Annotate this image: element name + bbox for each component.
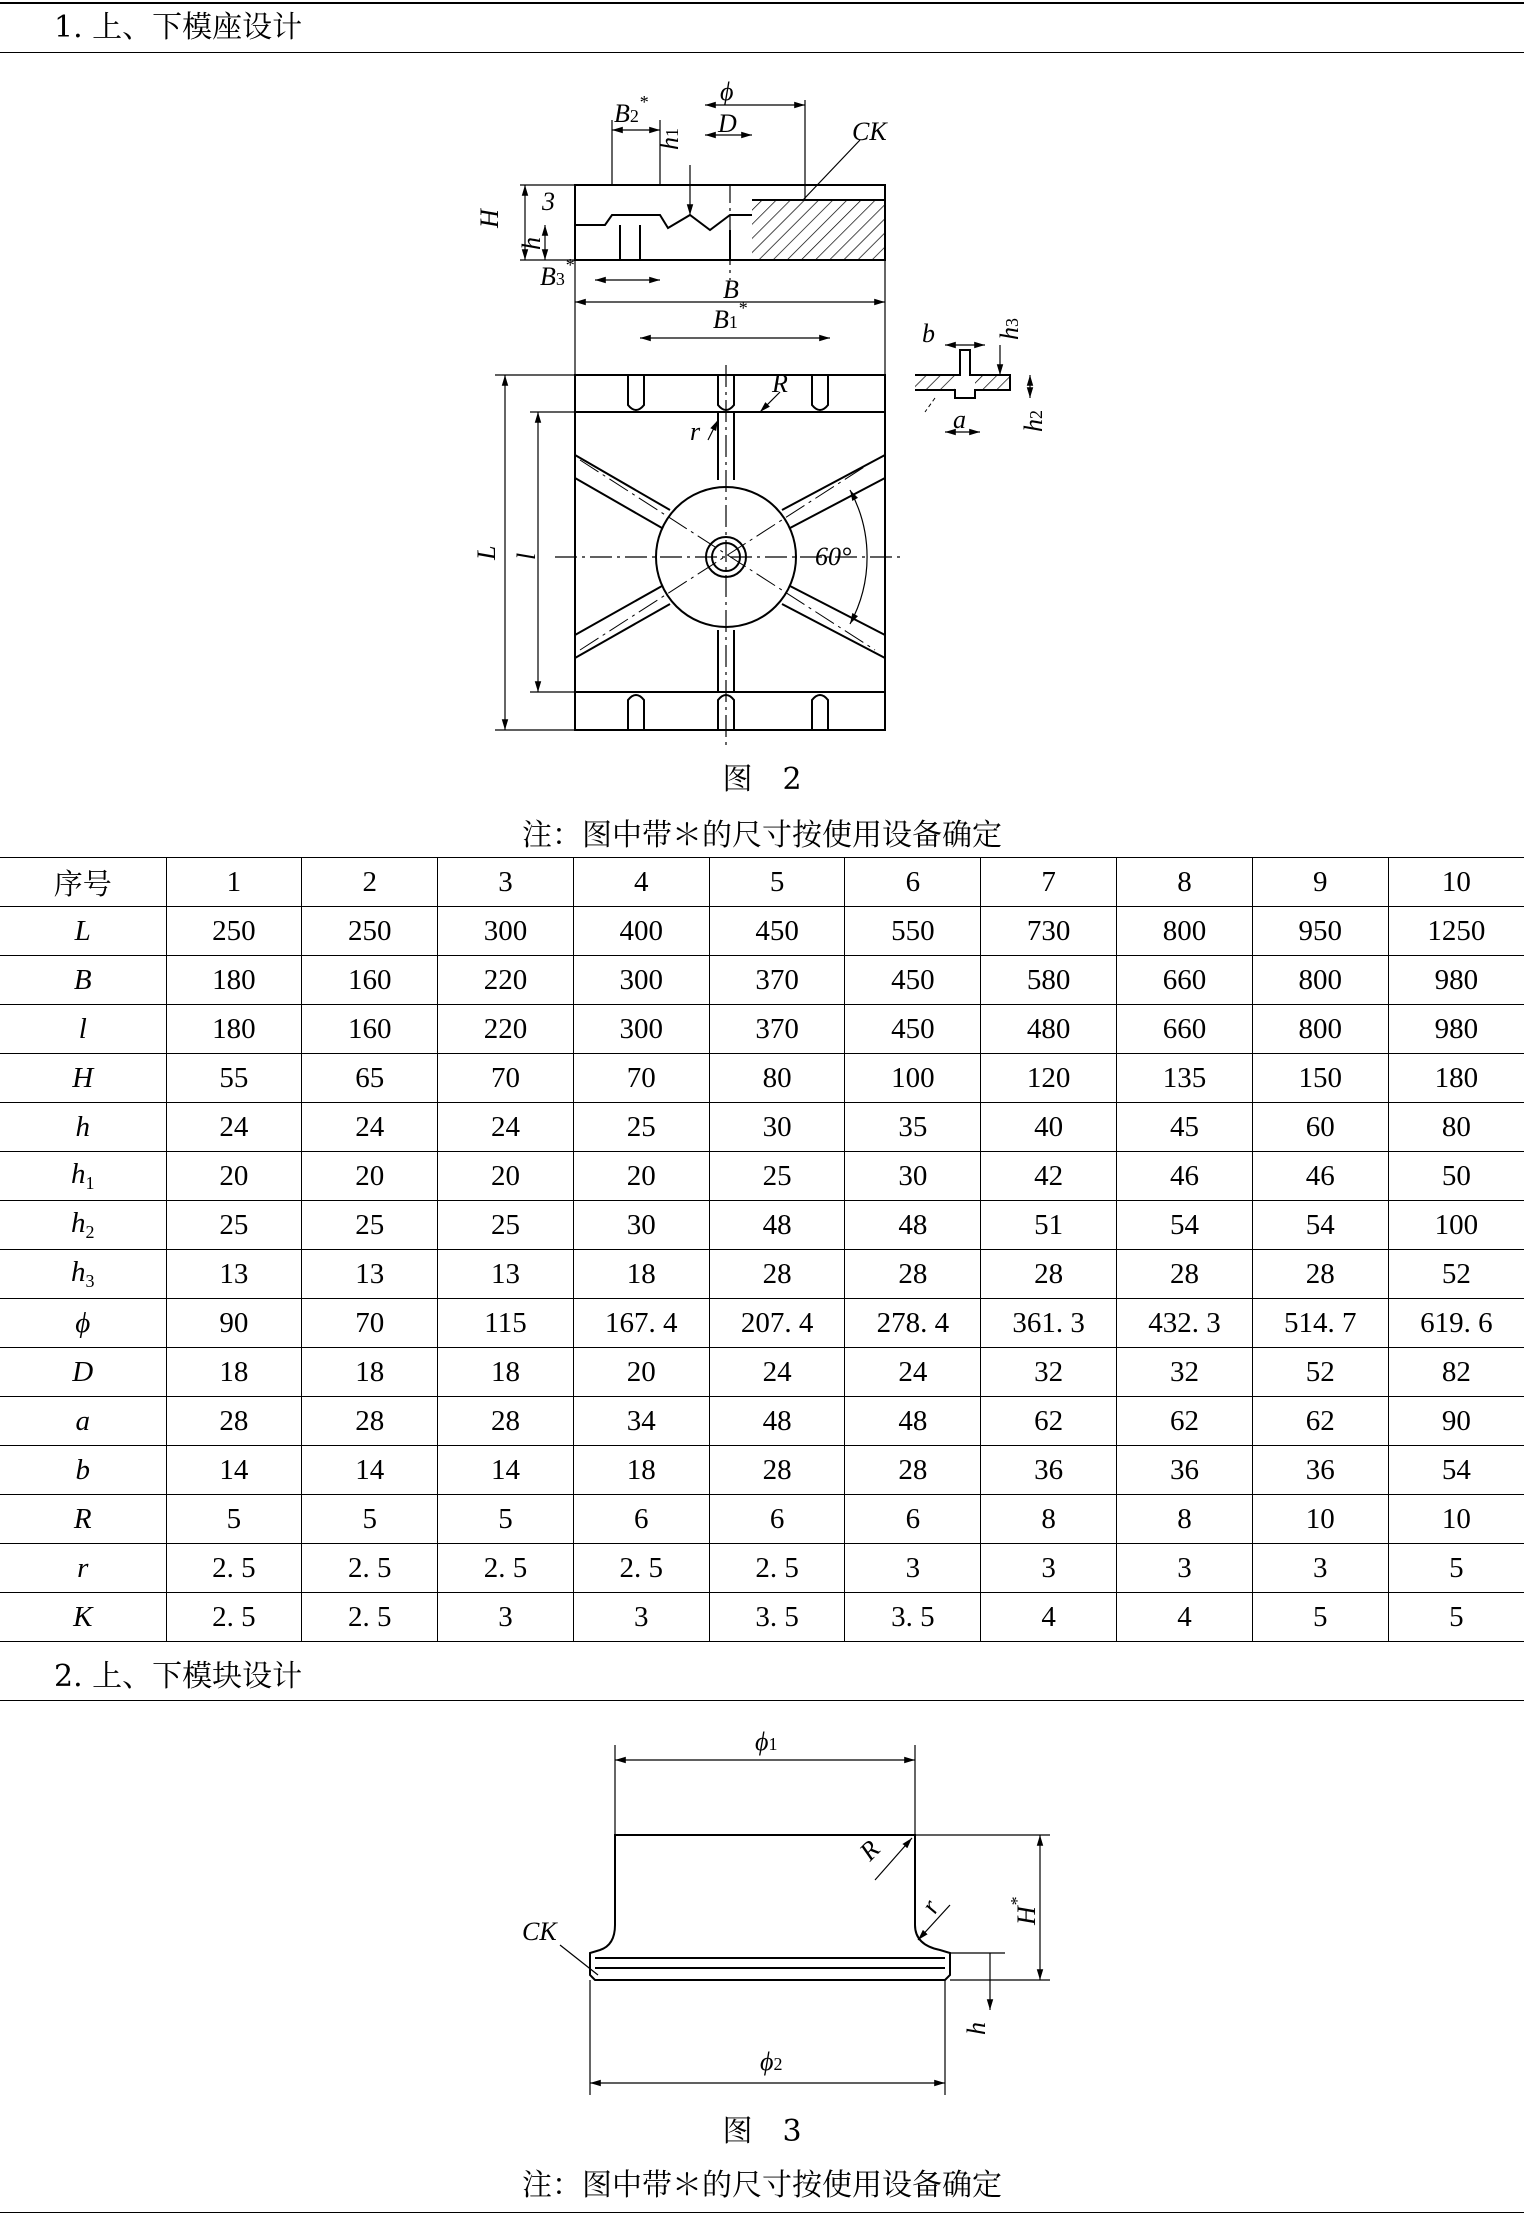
table-header-cell: 5 [709, 858, 845, 907]
table-cell: 20 [438, 1152, 574, 1201]
table-cell: 300 [438, 907, 574, 956]
table-cell: 115 [438, 1299, 574, 1348]
table-row-symbol [0, 1201, 166, 1250]
row-symbol-text: K [73, 1600, 93, 1633]
table-cell: 5 [166, 1495, 302, 1544]
label-H: H* [1007, 1897, 1041, 1925]
table-cell: 6 [709, 1495, 845, 1544]
table-row [0, 1397, 1524, 1446]
table-cell: 30 [573, 1201, 709, 1250]
row-symbol-subscript: 1 [85, 1173, 95, 1193]
table-row-symbol [0, 1397, 166, 1446]
table-cell: 361. 3 [981, 1299, 1117, 1348]
table-row-symbol [0, 1593, 166, 1642]
table-cell: 135 [1117, 1054, 1253, 1103]
table-cell: 54 [1117, 1201, 1253, 1250]
label-a: a [953, 405, 966, 434]
table-header-cell: 4 [573, 858, 709, 907]
table-cell: 3 [981, 1544, 1117, 1593]
table-cell: 42 [981, 1152, 1117, 1201]
table-cell: 24 [166, 1103, 302, 1152]
table-row [0, 1005, 1524, 1054]
table-cell: 450 [845, 1005, 981, 1054]
table-cell: 18 [302, 1348, 438, 1397]
table-row-symbol [0, 1103, 166, 1152]
table-row-symbol [0, 1005, 166, 1054]
table-cell: 20 [573, 1348, 709, 1397]
table-cell: 18 [573, 1250, 709, 1299]
table-cell: 800 [1252, 956, 1388, 1005]
table-cell: 180 [1388, 1054, 1524, 1103]
table-cell: 5 [1252, 1593, 1388, 1642]
table-cell: 4 [1117, 1593, 1253, 1642]
table-row [0, 1348, 1524, 1397]
table-cell: 28 [845, 1446, 981, 1495]
table-cell: 5 [302, 1495, 438, 1544]
table-cell: 18 [573, 1446, 709, 1495]
table-row [0, 1299, 1524, 1348]
label-ck: CK [852, 117, 887, 146]
row-symbol-text: ϕ [75, 1306, 91, 1339]
table-cell: 2. 5 [166, 1593, 302, 1642]
table-cell: 46 [1117, 1152, 1253, 1201]
label-phi1: ϕ1 [755, 1727, 778, 1756]
label-h1: h1 [655, 128, 684, 150]
table-cell: 25 [302, 1201, 438, 1250]
table-cell: 40 [981, 1103, 1117, 1152]
row-symbol-text: h [71, 1158, 86, 1190]
label-r: r [915, 1894, 946, 1918]
label-h3: h3 [995, 318, 1024, 340]
table-cell: 48 [845, 1201, 981, 1250]
table-cell: 3 [438, 1593, 574, 1642]
table-row [0, 1544, 1524, 1593]
row-symbol-text: r [77, 1551, 89, 1584]
table-cell: 18 [438, 1348, 574, 1397]
table-cell: 36 [981, 1446, 1117, 1495]
table-cell: 13 [166, 1250, 302, 1299]
table-cell: 8 [1117, 1495, 1253, 1544]
label-three: 3 [542, 187, 555, 216]
row-symbol-text: B [73, 963, 92, 996]
table-cell: 18 [166, 1348, 302, 1397]
label-ck: CK [522, 1917, 557, 1946]
row-symbol-subscript: 2 [85, 1222, 95, 1242]
table-cell: 62 [1117, 1397, 1253, 1446]
table-cell: 28 [1252, 1250, 1388, 1299]
table-cell: 32 [1117, 1348, 1253, 1397]
table-row-symbol [0, 1054, 166, 1103]
table-header-row [0, 858, 1524, 907]
table-cell: 46 [1252, 1152, 1388, 1201]
table-cell: 60 [1252, 1103, 1388, 1152]
table-cell: 250 [166, 907, 302, 956]
table-cell: 36 [1252, 1446, 1388, 1495]
table-row-symbol [0, 956, 166, 1005]
slot-top-3 [812, 375, 828, 410]
table-header-cell: 6 [845, 858, 981, 907]
figure2-note: 注：图中带＊的尺寸按使用设备确定 [522, 818, 1002, 853]
table-cell: 80 [1388, 1103, 1524, 1152]
table-header-cell: 9 [1252, 858, 1388, 907]
figure3-drawing [510, 1715, 1050, 2095]
table-cell: 450 [845, 956, 981, 1005]
row-symbol-text: a [75, 1404, 90, 1437]
figure3-note: 注：图中带＊的尺寸按使用设备确定 [522, 2168, 1002, 2203]
table-cell: 24 [845, 1348, 981, 1397]
table-cell: 100 [1388, 1201, 1524, 1250]
table-cell: 4 [981, 1593, 1117, 1642]
section-hatch [752, 200, 885, 260]
table-row-symbol [0, 1544, 166, 1593]
table-cell: 90 [166, 1299, 302, 1348]
label-l: l [512, 552, 541, 560]
table-cell: 160 [302, 956, 438, 1005]
table-cell: 28 [166, 1397, 302, 1446]
table-cell: 2. 5 [302, 1544, 438, 1593]
table-row [0, 907, 1524, 956]
table-cell: 25 [573, 1103, 709, 1152]
table-cell: 30 [709, 1103, 845, 1152]
label-angle: 60° [815, 542, 852, 571]
table-row [0, 1054, 1524, 1103]
table-cell: 48 [709, 1201, 845, 1250]
table-cell: 48 [709, 1397, 845, 1446]
table-row [0, 1495, 1524, 1544]
table-cell: 13 [302, 1250, 438, 1299]
table-cell: 220 [438, 956, 574, 1005]
table-header-cell: 1 [166, 858, 302, 907]
slot-bottom-1 [628, 695, 644, 730]
label-b3: B3* [540, 255, 574, 291]
parameter-table [0, 857, 1524, 1642]
table-header-cell: 7 [981, 858, 1117, 907]
label-r: r [690, 417, 701, 446]
row-symbol-text: L [74, 914, 91, 947]
table-cell: 28 [709, 1446, 845, 1495]
table-cell: 80 [709, 1054, 845, 1103]
table-cell: 2. 5 [573, 1544, 709, 1593]
table-cell: 28 [438, 1397, 574, 1446]
table-cell: 167. 4 [573, 1299, 709, 1348]
table-row [0, 1446, 1524, 1495]
table-cell: 25 [709, 1152, 845, 1201]
table-cell: 32 [981, 1348, 1117, 1397]
table-cell: 2. 5 [166, 1544, 302, 1593]
figure2-drawing [460, 60, 1060, 760]
table-row [0, 1250, 1524, 1299]
figure2-caption: 图 2 [722, 762, 802, 797]
table-cell: 28 [981, 1250, 1117, 1299]
table-cell: 300 [573, 1005, 709, 1054]
table-cell: 2. 5 [709, 1544, 845, 1593]
table-cell: 950 [1252, 907, 1388, 956]
table-row-symbol [0, 1446, 166, 1495]
table-cell: 480 [981, 1005, 1117, 1054]
table-cell: 28 [709, 1250, 845, 1299]
table-cell: 5 [1388, 1544, 1524, 1593]
label-L: L [472, 545, 501, 560]
table-cell: 70 [302, 1299, 438, 1348]
table-cell: 20 [302, 1152, 438, 1201]
table-cell: 70 [573, 1054, 709, 1103]
heading2-rule [0, 1700, 1524, 1701]
label-R: R [772, 369, 788, 398]
table-cell: 150 [1252, 1054, 1388, 1103]
table-cell: 580 [981, 956, 1117, 1005]
table-header-cell: 8 [1117, 858, 1253, 907]
table-cell: 35 [845, 1103, 981, 1152]
table-cell: 980 [1388, 956, 1524, 1005]
table-cell: 2. 5 [438, 1544, 574, 1593]
table-cell: 10 [1252, 1495, 1388, 1544]
table-cell: 24 [302, 1103, 438, 1152]
table-cell: 28 [845, 1250, 981, 1299]
table-cell: 14 [302, 1446, 438, 1495]
table-cell: 14 [438, 1446, 574, 1495]
table-cell: 54 [1252, 1201, 1388, 1250]
bottom-rule [0, 2212, 1524, 2213]
table-cell: 100 [845, 1054, 981, 1103]
table-row [0, 1152, 1524, 1201]
row-symbol-text: R [73, 1502, 92, 1535]
table-cell: 550 [845, 907, 981, 956]
table-cell: 14 [166, 1446, 302, 1495]
table-cell: 450 [709, 907, 845, 956]
table-cell: 180 [166, 956, 302, 1005]
label-b1: B1* [713, 298, 747, 334]
table-row-symbol [0, 1250, 166, 1299]
table-cell: 250 [302, 907, 438, 956]
table-cell: 30 [845, 1152, 981, 1201]
table-cell: 25 [166, 1201, 302, 1250]
figure3-caption: 图 3 [722, 2114, 802, 2149]
table-cell: 660 [1117, 956, 1253, 1005]
table-cell: 514. 7 [1252, 1299, 1388, 1348]
table-row [0, 956, 1524, 1005]
table-cell: 70 [438, 1054, 574, 1103]
table-cell: 65 [302, 1054, 438, 1103]
label-b: b [922, 319, 935, 348]
label-h2: h2 [1019, 410, 1048, 432]
label-d: D [718, 109, 737, 138]
row-symbol-text: H [72, 1061, 94, 1094]
table-cell: 370 [709, 1005, 845, 1054]
row-symbol-text: h [75, 1110, 90, 1143]
table-cell: 52 [1252, 1348, 1388, 1397]
table-cell: 980 [1388, 1005, 1524, 1054]
label-H: H [475, 209, 504, 228]
table-cell: 52 [1388, 1250, 1524, 1299]
table-cell: 34 [573, 1397, 709, 1446]
table-cell: 2. 5 [302, 1593, 438, 1642]
label-phi: ϕ [720, 77, 734, 106]
table-cell: 5 [438, 1495, 574, 1544]
section2-heading: 2. 上、下模块设计 [54, 1659, 303, 1694]
table-cell: 20 [573, 1152, 709, 1201]
table-header-cell: 2 [302, 858, 438, 907]
ck-leader [803, 140, 860, 200]
label-h: h [517, 237, 546, 250]
slot-bottom-3 [812, 695, 828, 730]
table-cell: 3 [573, 1593, 709, 1642]
section1-heading: 1. 上、下模座设计 [54, 10, 303, 45]
table-cell: 800 [1117, 907, 1253, 956]
table-cell: 800 [1252, 1005, 1388, 1054]
table-cell: 120 [981, 1054, 1117, 1103]
top-rule [0, 2, 1524, 4]
table-cell: 160 [302, 1005, 438, 1054]
label-B: B [723, 275, 739, 304]
heading1-rule [0, 52, 1524, 53]
table-cell: 370 [709, 956, 845, 1005]
table-cell: 62 [981, 1397, 1117, 1446]
table-cell: 45 [1117, 1103, 1253, 1152]
table-cell: 730 [981, 907, 1117, 956]
label-R: R [853, 1834, 886, 1867]
row-symbol-text: h [71, 1207, 86, 1239]
row-symbol-subscript: 3 [85, 1271, 95, 1291]
table-cell: 278. 4 [845, 1299, 981, 1348]
table-cell: 24 [438, 1103, 574, 1152]
table-cell: 1250 [1388, 907, 1524, 956]
table-header-label: 序号 [0, 858, 166, 907]
table-cell: 300 [573, 956, 709, 1005]
table-row-symbol [0, 1299, 166, 1348]
row-symbol-text: l [78, 1012, 87, 1045]
table-cell: 220 [438, 1005, 574, 1054]
parameter-table-body [0, 858, 1524, 1642]
table-cell: 3. 5 [709, 1593, 845, 1642]
table-cell: 54 [1388, 1446, 1524, 1495]
table-row-symbol [0, 1495, 166, 1544]
row-symbol-text: h [71, 1256, 86, 1288]
table-cell: 13 [438, 1250, 574, 1299]
table-cell: 8 [981, 1495, 1117, 1544]
row-symbol-text: D [72, 1355, 94, 1388]
table-cell: 6 [573, 1495, 709, 1544]
table-cell: 10 [1388, 1495, 1524, 1544]
table-cell: 180 [166, 1005, 302, 1054]
table-cell: 3. 5 [845, 1593, 981, 1642]
table-cell: 28 [1117, 1250, 1253, 1299]
table-cell: 619. 6 [1388, 1299, 1524, 1348]
table-row-symbol [0, 1152, 166, 1201]
table-cell: 62 [1252, 1397, 1388, 1446]
table-cell: 82 [1388, 1348, 1524, 1397]
label-phi2: ϕ2 [760, 2047, 783, 2076]
table-cell: 25 [438, 1201, 574, 1250]
table-header-cell: 3 [438, 858, 574, 907]
table-cell: 55 [166, 1054, 302, 1103]
ck-leader [560, 1945, 598, 1975]
table-cell: 48 [845, 1397, 981, 1446]
table-cell: 3 [845, 1544, 981, 1593]
table-row-symbol [0, 1348, 166, 1397]
tslot-detail [915, 350, 1010, 398]
table-cell: 207. 4 [709, 1299, 845, 1348]
table-header-cell: 10 [1388, 858, 1524, 907]
table-cell: 20 [166, 1152, 302, 1201]
table-row [0, 1201, 1524, 1250]
table-cell: 51 [981, 1201, 1117, 1250]
table-row [0, 1593, 1524, 1642]
table-cell: 400 [573, 907, 709, 956]
table-cell: 90 [1388, 1397, 1524, 1446]
table-cell: 3 [1117, 1544, 1253, 1593]
table-cell: 28 [302, 1397, 438, 1446]
table-cell: 432. 3 [1117, 1299, 1253, 1348]
label-h: h [962, 2022, 991, 2035]
section-profile [575, 215, 752, 230]
table-cell: 24 [709, 1348, 845, 1397]
table-cell: 5 [1388, 1593, 1524, 1642]
row-symbol-text: b [75, 1453, 90, 1486]
table-cell: 6 [845, 1495, 981, 1544]
table-cell: 660 [1117, 1005, 1253, 1054]
table-cell: 36 [1117, 1446, 1253, 1495]
table-row-symbol [0, 907, 166, 956]
table-row [0, 1103, 1524, 1152]
table-cell: 50 [1388, 1152, 1524, 1201]
slot-top-1 [628, 375, 644, 410]
table-cell: 3 [1252, 1544, 1388, 1593]
label-b2: B2* [614, 92, 648, 128]
